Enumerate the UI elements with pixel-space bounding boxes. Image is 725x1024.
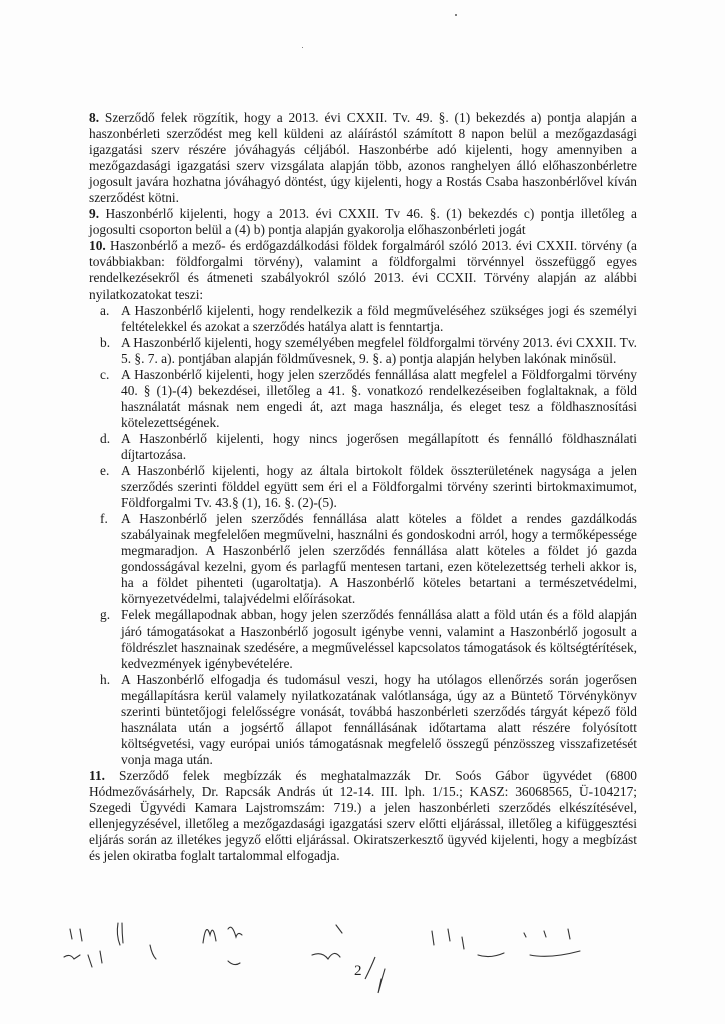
signature-stroke: [203, 930, 216, 943]
signature-stroke: [432, 931, 434, 945]
scan-speck: [455, 14, 457, 16]
signature-stroke: [80, 929, 82, 941]
clause-number: 10.: [89, 238, 106, 254]
signature-stroke: [64, 955, 80, 959]
signature-stroke: [378, 969, 385, 993]
list-item-label: b.: [100, 334, 111, 350]
signature-stroke: [462, 937, 464, 949]
scan-speck: [302, 47, 303, 48]
list-item: [100, 367, 637, 431]
signature-stroke: [530, 951, 580, 956]
clause-10: [89, 238, 637, 302]
list-item-text: Felek megállapodnak abban, hogy jelen szerződés fennállása alatt a föld után és a föld alapján járó támogatásokat a Haszonbérlő jogosult igénybe venni, valamint a Haszonbérlő jogosult a földrészlet hasznainak szedésére, a megműveléssel kapcsolatos támogatások és költségtérítések, kedvezmények igénybevételére.: [121, 607, 637, 671]
signature-stroke: [544, 931, 546, 937]
page-number-slash: [363, 955, 377, 981]
signature-stroke: [122, 923, 123, 943]
signature-stroke: [70, 929, 72, 939]
list-item-text: A Haszonbérlő elfogadja és tudomásul veszi, hogy ha utólagos ellenőrzés során jogerősen megállapításra kerül valamely nyilatkozatának valótlansága, úgy az a Büntető Törvénykönyv szerinti büntetőjogi felelősségre vonását, továbbá haszonbérleti szerződés tárgyát képező föld használata után a jogsértő állapot fennállásának időtartama alatt részére folyósított költségvetési, vagy európai uniós támogatásnak megfelelő összegű pénzösszeg visszafizetését vonja maga után.: [121, 671, 637, 767]
clause-8: [89, 110, 637, 206]
signature-stroke: [100, 951, 102, 963]
list-item: [100, 431, 637, 463]
signature-stroke: [448, 929, 450, 941]
clause-text: Szerződő felek megbízzák és meghatalmazzák Dr. Soós Gábor ügyvédet (6800 Hódmezővásárhely, Dr. Rapcsák András út 12-14. III. lph. 1/15.; KASZ: 36068565, Ü-104217; Szegedi Ügyvédi Kamara Lajstromszám: 719.) a jelen haszonbérleti szerződés elkészítésével, ellenjegyzésével, illetőleg a mezőgazdasági igazgatási szerv előtti eljárással, illetőleg a kifüggesztési eljárás során az illetékes jegyző előtti eljárással. Okiratszerkesztő ügyvéd kijelenti, hogy a megbízást és jelen okiratba foglalt tartalommal elfogadja.: [89, 767, 637, 864]
list-item-label: d.: [100, 430, 111, 446]
list-item: [100, 607, 637, 671]
signature-stroke: [117, 923, 120, 945]
list-item-label: e.: [100, 463, 110, 479]
list-item-text: A Haszonbérlő kijelenti, hogy az általa birtokolt földek összterületének nagysága a jelen szerződés szerinti földdel együtt sem éri el a Földforgalmi törvény szerinti birtokmaximumot, Földforgalmi Tv. 43.§ (1), 16. §. (2)-(5).: [121, 463, 637, 511]
signature-stroke: [568, 929, 570, 939]
clause-number: 8.: [89, 110, 100, 125]
document-body: [89, 110, 637, 864]
signature-stroke: [478, 953, 504, 957]
clause-number: 11.: [89, 767, 105, 783]
clause-text: Haszonbérlő kijelenti, hogy a 2013. évi CXXII. Tv 46. §. (1) bekezdés c) pontja illetőleg a jogosulti csoporton belül a (4) b) pontja alapján gyakorolja előhaszonbérleti jogát: [89, 206, 637, 238]
signature-stroke: [228, 961, 240, 965]
list-item-label: h.: [100, 671, 111, 687]
clause-11: [89, 768, 637, 864]
clause-9: [89, 206, 637, 238]
signature-stroke: [524, 933, 526, 937]
list-item: [100, 511, 637, 607]
list-item-text: A Haszonbérlő kijelenti, hogy rendelkezik a föld megműveléséhez szükséges jogi és személyi feltételekkel és azokat a szerződés hatálya alatt is fenntartja.: [121, 302, 637, 334]
clause-number: 9.: [89, 206, 100, 222]
list-item-label: c.: [100, 366, 110, 382]
list-item-text: A Haszonbérlő jelen szerződés fennállása alatt köteles a földet a rendes gazdálkodás szabályainak megfelelően megművelni, használni és gondoskodni arról, hogy a termőképessége megmaradjon. A Haszonbérlő jelen szerződés fennállása alatt köteles a földet jó gazda gondosságával kezelni, gyom és parlagfű mentesen tartani, ezen kötelezettség terheli akkor is, ha a földet pihenteti (ugaroltatja). A Haszonbérlő köteles betartani a természetvédelmi, környezetvédelmi, talajvédelmi előírásokat.: [121, 511, 637, 607]
list-item-label: a.: [100, 302, 110, 318]
list-item: [100, 303, 637, 335]
clause-text: Haszonbérlő a mező- és erdőgazdálkodási földek forgalmáról szóló 2013. évi CXXII. törvény (a továbbiakban: földforgalmi törvény), valamint a földforgalmi törvénnyel összefüggő egyes rendelkezésekről és átmeneti szabályokról szóló 2013. évi CCXII. Törvény alapján az alábbi nyilatkozatokat teszi:: [89, 238, 637, 302]
list-item-label: f.: [100, 511, 108, 527]
signature-stroke: [88, 955, 92, 967]
signature-stroke: [228, 927, 242, 937]
list-item: [100, 335, 637, 367]
list-item-text: A Haszonbérlő kijelenti, hogy jelen szerződés fennállása alatt megfelel a Földforgalmi törvény 40. § (1)-(4) bekezdései, illetőleg a 41. §. vonatkozó rendelkezéseiben foglaltaknak, a föld használatát másnak nem engedi át, azt maga használja, és eleget tesz a földhasznosítási kötelezettségének.: [121, 366, 637, 430]
list-item-text: A Haszonbérlő kijelenti, hogy személyében megfelel földforgalmi törvény 2013. évi CXXII. Tv. 5. §. 7. a). pontjában alapján földművesnek, 9. §. a) pontja alapján helyben lakónak minősül.: [121, 334, 637, 366]
list-item-text: A Haszonbérlő kijelenti, hogy nincs jogerősen megállapított és fennálló földhasználati díjtartozása.: [121, 430, 637, 462]
page-number-text: 2: [354, 963, 362, 979]
list-item: [100, 463, 637, 511]
clause-text: Szerződő felek rögzítik, hogy a 2013. évi CXXII. Tv. 49. §. (1) bekezdés a) pontja alapján a haszonbérleti szerződést meg kell küldeni az aláírástól számított 8 napon belül a mezőgazdasági igazgatási szerv részére jóváhagyás céljából. Haszonbérbe adó kijelenti, hogy amennyiben a mezőgazdasági igazgatási szerv vizsgálata alapján több, azonos ranghelyen álló előhaszonbérletre jogosult javára hozhatna jóváhagyó döntést, úgy kijelenti, hogy a Rostás Csaba haszonbérlővel kíván szerződést kötni.: [89, 110, 637, 206]
signature-stroke: [150, 945, 156, 959]
page-number: [354, 963, 362, 980]
signature-stroke: [336, 925, 342, 933]
signature-stroke: [312, 953, 340, 959]
declarations-list: [89, 303, 637, 768]
signature-scribbles: [60, 915, 660, 1005]
list-item-label: g.: [100, 607, 111, 623]
list-item: [100, 672, 637, 768]
